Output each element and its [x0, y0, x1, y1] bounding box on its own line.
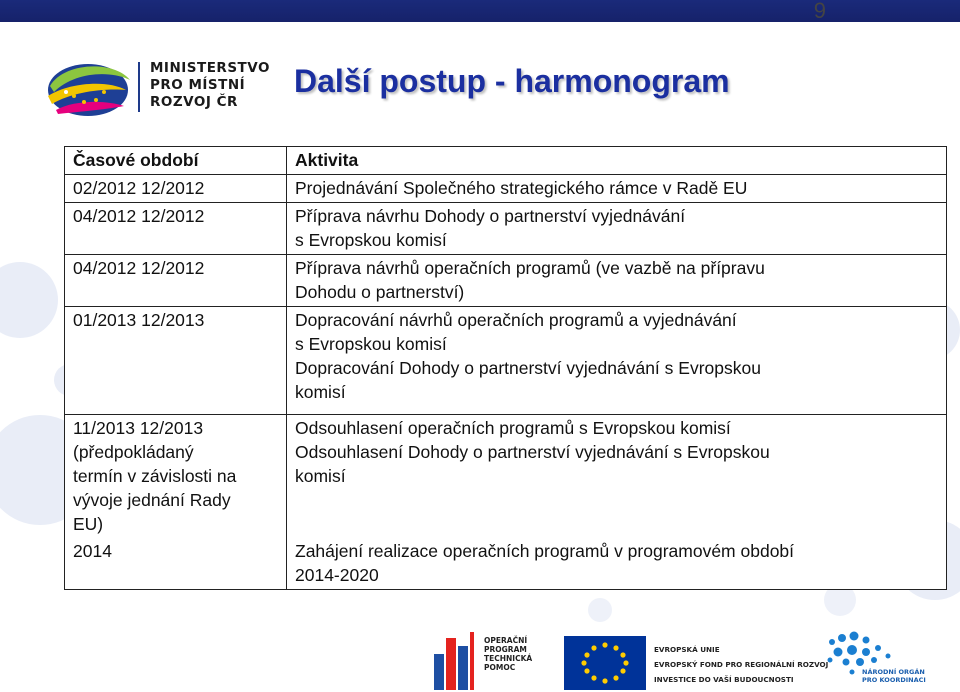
- table-row: [65, 415, 947, 539]
- op-tp-line: POMOC: [484, 663, 516, 672]
- period-cell: [65, 203, 287, 255]
- table-row: [65, 307, 947, 415]
- ministry-name-line-3: ROZVOJ ČR: [150, 94, 238, 110]
- period-cell: [65, 538, 287, 590]
- period-line: 11/2013 12/2013: [73, 418, 204, 438]
- activity-line: Projednávání Společného strategického rámce v Radě EU: [295, 178, 748, 198]
- activity-line: Příprava návrhů operačních programů (ve vazbě na přípravu: [295, 258, 765, 278]
- activity-cell: [287, 255, 947, 307]
- activity-line: s Evropskou komisí: [295, 334, 447, 354]
- period-line: termín v závislosti na: [73, 466, 237, 486]
- op-tp-line: PROGRAM: [484, 645, 527, 654]
- activity-line: Odsouhlasení operačních programů s Evropskou komisí: [295, 418, 731, 438]
- period-line: 04/2012 12/2012: [73, 258, 205, 278]
- ministry-name-line-1: MINISTERSTVO: [150, 60, 270, 76]
- eu-line: INVESTICE DO VAŠÍ BUDOUCNOSTI: [654, 675, 794, 684]
- period-line: 04/2012 12/2012: [73, 206, 205, 226]
- period-cell: [65, 255, 287, 307]
- activity-cell: [287, 415, 947, 539]
- logo-divider: [138, 62, 140, 112]
- period-line: vývoje jednání Rady: [73, 490, 231, 510]
- schedule-table-wrapper: [64, 146, 946, 590]
- op-tp-line: OPERAČNÍ: [484, 636, 528, 645]
- table-row: [65, 203, 947, 255]
- activity-line: Příprava návrhu Dohody o partnerství vyjednávání: [295, 206, 686, 226]
- eu-flag-icon: [564, 636, 646, 690]
- op-tp-line: TECHNICKÁ: [484, 654, 533, 663]
- nok-logo-text: [862, 668, 926, 684]
- op-tp-logo-text: [484, 636, 532, 672]
- activity-line: Odsouhlasení Dohody o partnerství vyjednávání s Evropskou: [295, 442, 770, 462]
- table-row: [65, 538, 947, 590]
- nok-line: PRO KOORDINACI: [862, 676, 926, 684]
- eu-line: EVROPSKÁ UNIE: [654, 645, 720, 654]
- ministry-name: [150, 60, 270, 111]
- period-line: 2014: [73, 541, 112, 561]
- activity-line: Zahájení realizace operačních programů v programovém období: [295, 541, 795, 561]
- period-line: EU): [73, 514, 104, 534]
- nok-line: NÁRODNÍ ORGÁN: [862, 668, 925, 676]
- period-cell: [65, 415, 287, 539]
- ministry-name-line-2: PRO MÍSTNÍ: [150, 77, 246, 93]
- activity-line: 2014-2020: [295, 565, 379, 585]
- activity-cell: [287, 175, 947, 203]
- page-title: Další postup - harmonogram: [294, 63, 730, 99]
- activity-line: Dohodu o partnerství): [295, 282, 465, 302]
- activity-cell: [287, 307, 947, 415]
- activity-cell: [287, 203, 947, 255]
- eu-logo-text: [654, 642, 828, 687]
- eu-line: EVROPSKÝ FOND PRO REGIONÁLNÍ ROZVOJ: [654, 660, 829, 669]
- activity-line: komisí: [295, 466, 346, 486]
- op-tp-logo-icon: [434, 632, 474, 690]
- header-activity: Aktivita: [287, 147, 947, 175]
- schedule-table: [64, 146, 947, 590]
- period-cell: [65, 175, 287, 203]
- activity-cell: [287, 538, 947, 590]
- activity-line: komisí: [295, 382, 346, 402]
- activity-line: s Evropskou komisí: [295, 230, 447, 250]
- table-row: [65, 255, 947, 307]
- activity-line: Dopracování Dohody o partnerství vyjednávání s Evropskou: [295, 358, 761, 378]
- period-cell: [65, 307, 287, 415]
- period-line: 02/2012 12/2012: [73, 178, 205, 198]
- slide-number: 9: [813, 0, 826, 23]
- period-line: (předpokládaný: [73, 442, 194, 462]
- table-header-row: [65, 147, 947, 175]
- activity-line: Dopracování návrhů operačních programů a vyjednávání: [295, 310, 737, 330]
- header-period: Časové období: [65, 147, 287, 175]
- period-line: 01/2013 12/2013: [73, 310, 205, 330]
- table-row: [65, 175, 947, 203]
